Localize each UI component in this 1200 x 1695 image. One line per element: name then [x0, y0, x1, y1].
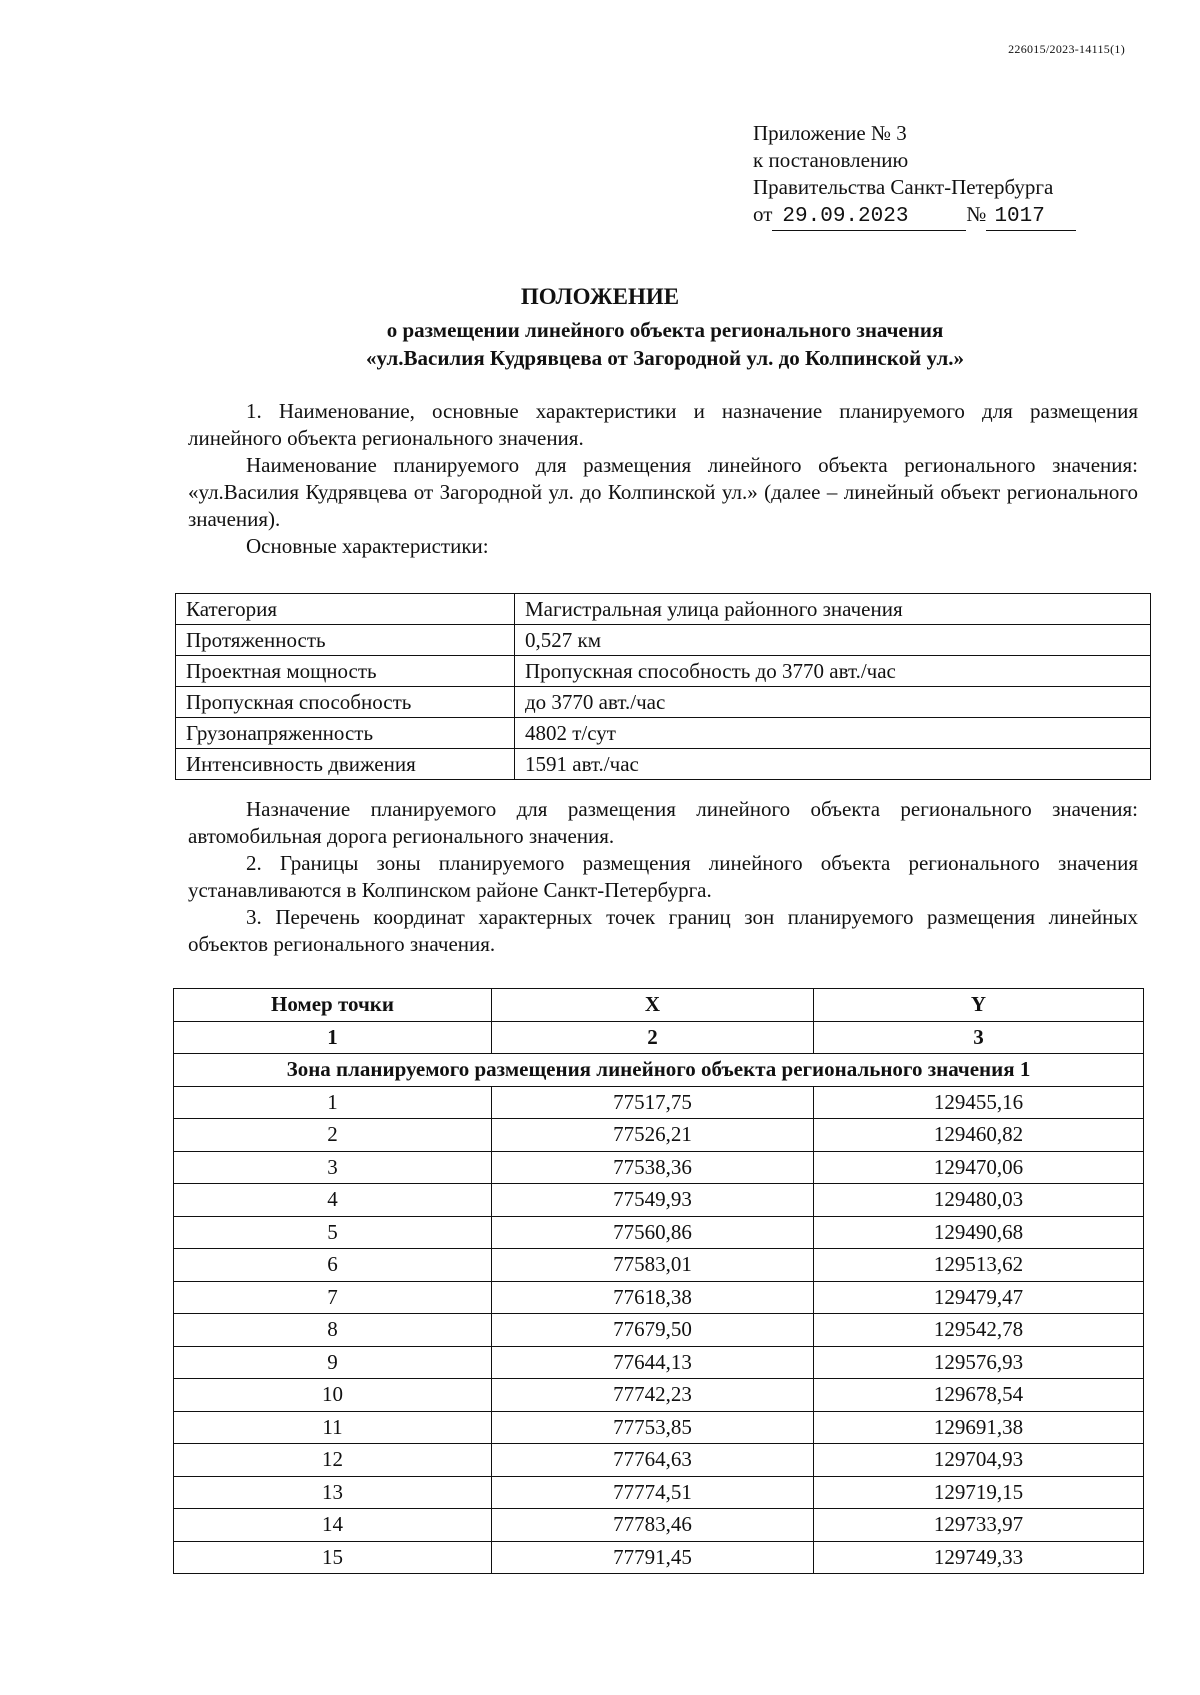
table-row	[174, 1509, 1144, 1542]
point-number: 15	[174, 1541, 492, 1574]
point-number: 7	[174, 1281, 492, 1314]
point-y: 129691,38	[814, 1411, 1144, 1444]
point-y: 129678,54	[814, 1379, 1144, 1412]
subtitle-line-2: «ул.Василия Кудрявцева от Загородной ул. до Колпинской ул.»	[366, 346, 964, 370]
point-y: 129460,82	[814, 1119, 1144, 1152]
table-row	[174, 1184, 1144, 1217]
point-number: 8	[174, 1314, 492, 1347]
decree-date: 29.09.2023	[772, 203, 966, 231]
point-y: 129704,93	[814, 1444, 1144, 1477]
characteristics-row	[176, 625, 1151, 656]
table-row	[174, 1281, 1144, 1314]
section-2-paragraph: 2. Границы зоны планируемого размещения линейного объекта регионального значения устанавливаются в Колпинском районе Санкт-Петербурга.	[188, 851, 1138, 902]
characteristic-label: Интенсивность движения	[176, 749, 515, 780]
characteristics-row	[176, 594, 1151, 625]
point-x: 77583,01	[492, 1249, 814, 1282]
point-number: 6	[174, 1249, 492, 1282]
point-x: 77783,46	[492, 1509, 814, 1542]
section-1-name: Наименование планируемого для размещения линейного объекта регионального значения: «ул.Василия Кудрявцева от Загородной ул. до Колпинской ул.» (далее – линейный объект регионального значения).	[188, 453, 1138, 531]
appendix-block	[753, 120, 1076, 231]
characteristics-row	[176, 656, 1151, 687]
point-number: 2	[174, 1119, 492, 1152]
characteristic-value: до 3770 авт./час	[515, 687, 1151, 718]
point-x: 77644,13	[492, 1346, 814, 1379]
point-y: 129719,15	[814, 1476, 1144, 1509]
point-number: 12	[174, 1444, 492, 1477]
number-prefix: №	[966, 202, 987, 226]
table-row	[174, 1151, 1144, 1184]
characteristic-label: Категория	[176, 594, 515, 625]
point-number: 13	[174, 1476, 492, 1509]
point-x: 77742,23	[492, 1379, 814, 1412]
table-row	[174, 1119, 1144, 1152]
characteristic-value: Пропускная способность до 3770 авт./час	[515, 656, 1151, 687]
characteristic-label: Пропускная способность	[176, 687, 515, 718]
point-x: 77549,93	[492, 1184, 814, 1217]
section-3-paragraph: 3. Перечень координат характерных точек границ зон планируемого размещения линейных объектов регионального значения.	[188, 905, 1138, 956]
point-number: 3	[174, 1151, 492, 1184]
point-number: 5	[174, 1216, 492, 1249]
characteristics-row	[176, 718, 1151, 749]
decree-date-number	[753, 201, 1076, 231]
characteristics-row	[176, 687, 1151, 718]
point-y: 129480,03	[814, 1184, 1144, 1217]
point-y: 129749,33	[814, 1541, 1144, 1574]
point-number: 1	[174, 1086, 492, 1119]
point-x: 77526,21	[492, 1119, 814, 1152]
table-row	[174, 1346, 1144, 1379]
document-id: 226015/2023-14115(1)	[1008, 42, 1125, 56]
table-row	[174, 1411, 1144, 1444]
table-row	[174, 1314, 1144, 1347]
coords-header-row	[174, 989, 1144, 1022]
point-number: 14	[174, 1509, 492, 1542]
characteristic-label: Грузонапряженность	[176, 718, 515, 749]
point-x: 77753,85	[492, 1411, 814, 1444]
point-y: 129490,68	[814, 1216, 1144, 1249]
point-x: 77679,50	[492, 1314, 814, 1347]
column-number-3: 3	[814, 1021, 1144, 1054]
header-y: Y	[814, 989, 1144, 1022]
point-number: 4	[174, 1184, 492, 1217]
table-row	[174, 1541, 1144, 1574]
characteristic-label: Проектная мощность	[176, 656, 515, 687]
point-y: 129455,16	[814, 1086, 1144, 1119]
appendix-line-3: Правительства Санкт-Петербурга	[753, 175, 1054, 199]
appendix-line-2: к постановлению	[753, 148, 909, 172]
point-y: 129470,06	[814, 1151, 1144, 1184]
point-y: 129513,62	[814, 1249, 1144, 1282]
purpose-paragraph: Назначение планируемого для размещения линейного объекта регионального значения: автомобильная дорога регионального значения.	[188, 797, 1138, 848]
point-y: 129542,78	[814, 1314, 1144, 1347]
header-x: X	[492, 989, 814, 1022]
column-number-2: 2	[492, 1021, 814, 1054]
characteristic-label: Протяженность	[176, 625, 515, 656]
point-number: 9	[174, 1346, 492, 1379]
characteristic-value: 1591 авт./час	[515, 749, 1151, 780]
point-x: 77774,51	[492, 1476, 814, 1509]
characteristics-row	[176, 749, 1151, 780]
date-prefix: от	[753, 202, 773, 226]
characteristics-label: Основные характеристики:	[246, 534, 489, 558]
characteristic-value: 4802 т/сут	[515, 718, 1151, 749]
point-x: 77791,45	[492, 1541, 814, 1574]
decree-number: 1017	[986, 203, 1076, 231]
point-x: 77538,36	[492, 1151, 814, 1184]
zone-title-row	[174, 1054, 1144, 1087]
point-x: 77764,63	[492, 1444, 814, 1477]
point-y: 129479,47	[814, 1281, 1144, 1314]
document-subtitle	[0, 316, 1200, 372]
coords-column-numbers-row	[174, 1021, 1144, 1054]
document-title: ПОЛОЖЕНИЕ	[520, 284, 680, 309]
point-y: 129576,93	[814, 1346, 1144, 1379]
table-row	[174, 1086, 1144, 1119]
point-x: 77560,86	[492, 1216, 814, 1249]
point-y: 129733,97	[814, 1509, 1144, 1542]
characteristic-value: 0,527 км	[515, 625, 1151, 656]
zone-title: Зона планируемого размещения линейного объекта регионального значения 1	[174, 1054, 1144, 1087]
table-row	[174, 1249, 1144, 1282]
table-row	[174, 1379, 1144, 1412]
point-number: 11	[174, 1411, 492, 1444]
appendix-line-1: Приложение № 3	[753, 121, 907, 145]
table-row	[174, 1476, 1144, 1509]
point-x: 77517,75	[492, 1086, 814, 1119]
table-row	[174, 1216, 1144, 1249]
header-point-number: Номер точки	[174, 989, 492, 1022]
point-number: 10	[174, 1379, 492, 1412]
coordinates-table	[173, 988, 1144, 1574]
section-1-heading: 1. Наименование, основные характеристики и назначение планируемого для размещения линейного объекта регионального значения.	[188, 399, 1138, 450]
characteristic-value: Магистральная улица районного значения	[515, 594, 1151, 625]
point-x: 77618,38	[492, 1281, 814, 1314]
characteristics-table	[175, 593, 1151, 780]
column-number-1: 1	[174, 1021, 492, 1054]
subtitle-line-1: о размещении линейного объекта регионального значения	[386, 318, 944, 342]
table-row	[174, 1444, 1144, 1477]
